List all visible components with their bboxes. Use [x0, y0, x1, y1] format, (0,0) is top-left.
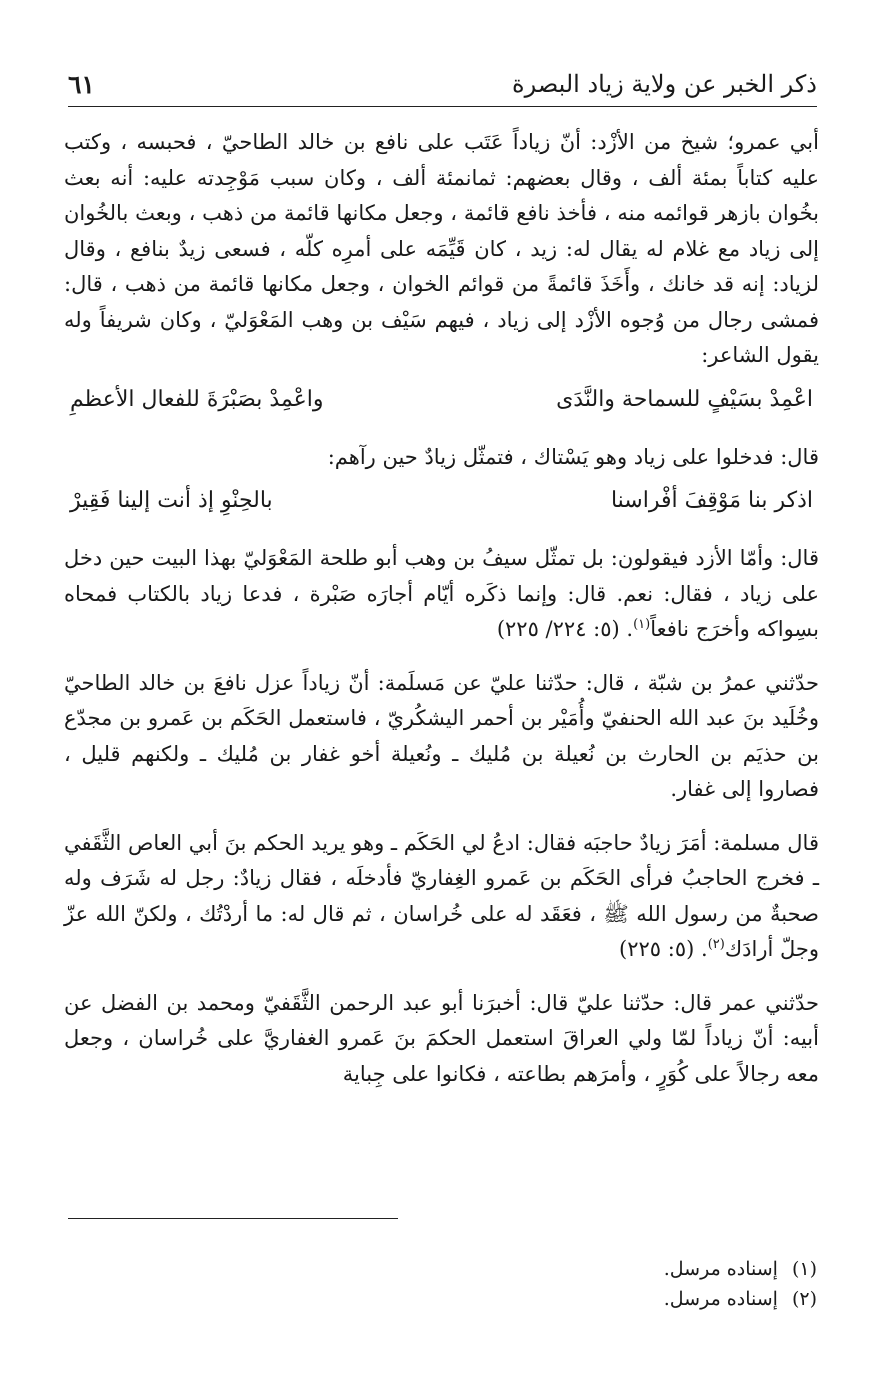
paragraph-6: حدّثني عمر قال: حدّثنا عليّ قال: أخبرَنا أبو عبد الرحمن الثَّقَفيّ ومحمد بن الفضل عن أبيه: أنّ زياداً لمّا ولي العراقَ استعمل الحكمَ بنَ عَمرو الغفاريَّ على خُراسان ، وجعل معه رجالاً على كُوَرٍ ، وأمرَهم بطاعته ، فكانوا على جِباية [64, 990, 819, 1086]
header-title: ذكر الخبر عن ولاية زياد البصرة [512, 70, 817, 98]
verse-1-first-hemistich: اعْمِدْ بسَيْفٍ للسماحة والنَّدَى [556, 386, 813, 412]
main-text [64, 125, 819, 1110]
verse-2-second-hemistich: بالحِنْوِ إذ أنت إلينا فَقِيرْ [70, 488, 273, 513]
footnote-2-text: إسناده مرسل. [663, 1288, 778, 1310]
running-header [68, 62, 817, 107]
paragraph-4: حدّثني عمرُ بن شبّة ، قال: حدّثنا عليّ عن مَسلَمة: أنّ زياداً عزل نافعَ بن خالد الطاحيّ وخُلَيد بنَ عبد الله الحنفيّ وأُمَيْر بن أحمر اليشكُريّ ، فاستعمل الحَكَم بن عَمرو بن مجدّع بن حذيَم بن الحارث بن نُعيلة بن مُليك ـ ونُعيلة أخو غفار بن مُليك ـ ولكنهم قليل ، فصاروا إلى غفار. [64, 670, 819, 801]
footnote-2 [664, 1284, 817, 1314]
citation-2: . (٥: ٢٢٥) [619, 937, 708, 961]
footnote-ref-2[interactable]: (٢) [707, 937, 725, 952]
page-number: ٦١ [68, 69, 95, 99]
paragraph-2: قال: فدخلوا على زياد وهو يَسْتاك ، فتمثّل زيادٌ حين رآهم: [327, 444, 819, 469]
paragraph-1: أبي عمرو؛ شيخ من الأزْد: أنّ زياداً عَتَب على نافع بن خالد الطاحيّ ، فحبسه ، وكتب عليه كتاباً بمئة ألف ، وقال بعضهم: ثمانمئة ألف ، وكان سبب مَوْجِدته عليه: أنه بعث بخُوان بازهر قوائمه منه ، فأخذ نافع قائمة ، وجعل مكانها قائمة من ذهب ، وبعث بالخُوان إلى زياد مع غلام له يقال له: زيد ، كان قَيِّمَه على أمرِه كلّه ، فسعى زيدٌ بنافع ، وقال لزياد: إنه قد خانك ، وأَخَذَ قائمةً من قوائم الخوان ، وجعل مكانها قائمة من ذهب ، قال: فمشى رجال من وُجوه الأزْد إلى زياد ، فيهم سَيْف بن وهب المَعْوَليّ ، وكان شريفاً وله يقول الشاعر: [64, 130, 819, 367]
footnote-1 [664, 1254, 817, 1284]
poem-verse-2 [64, 483, 819, 519]
footnote-1-text: إسناده مرسل. [663, 1258, 778, 1280]
paragraph-5-text: قال مسلمة: أمَرَ زيادٌ حاجبَه فقال: ادعُ لي الحَكَم ـ وهو يريد الحكم بنَ أبي العاص الثَّقَفي ـ فخرج الحاجبُ فرأى الحَكَم بن عَمرو الغِفاريّ فأدخلَه ، فقال زيادٌ: رجل له شَرَف وله صحبةٌ من رسول الله ﷺ ، فعَقَد له على خُراسان ، ثم قال له: ما أردْتُك ، ولكنّ الله عزّ وجلّ أرادَك [63, 830, 819, 961]
verse-1-second-hemistich: واعْمِدْ بصَبْرَةَ للفعال الأعظمِ [70, 386, 324, 412]
verse-2-first-hemistich: اذكر بنا مَوْقِفَ أفْراسنا [610, 488, 813, 513]
citation-1: . (٥: ٢٢٤/ ٢٢٥) [496, 617, 634, 641]
footnote-ref-1[interactable]: (١) [633, 617, 651, 632]
footnote-2-number: (٢) [791, 1288, 817, 1310]
footnote-1-number: (١) [791, 1258, 817, 1280]
paragraph-3 [64, 541, 819, 648]
footnotes [664, 1254, 817, 1314]
paragraph-5 [64, 826, 819, 968]
footnote-divider [68, 1218, 398, 1219]
paragraph-3-text: قال: وأمّا الأزد فيقولون: بل تمثّل سيفُ بن وهب أبو طلحة المَعْوَليّ بهذا البيت حين دخل على زياد ، فقال: نعم. قال: وإنما ذكَره أيّام أجارَه صَبْرة ، فدعا زياد بالكتاب فمحاه بسِواكه وأخرَج نافعاً [64, 546, 819, 641]
poem-verse-1 [64, 382, 819, 418]
